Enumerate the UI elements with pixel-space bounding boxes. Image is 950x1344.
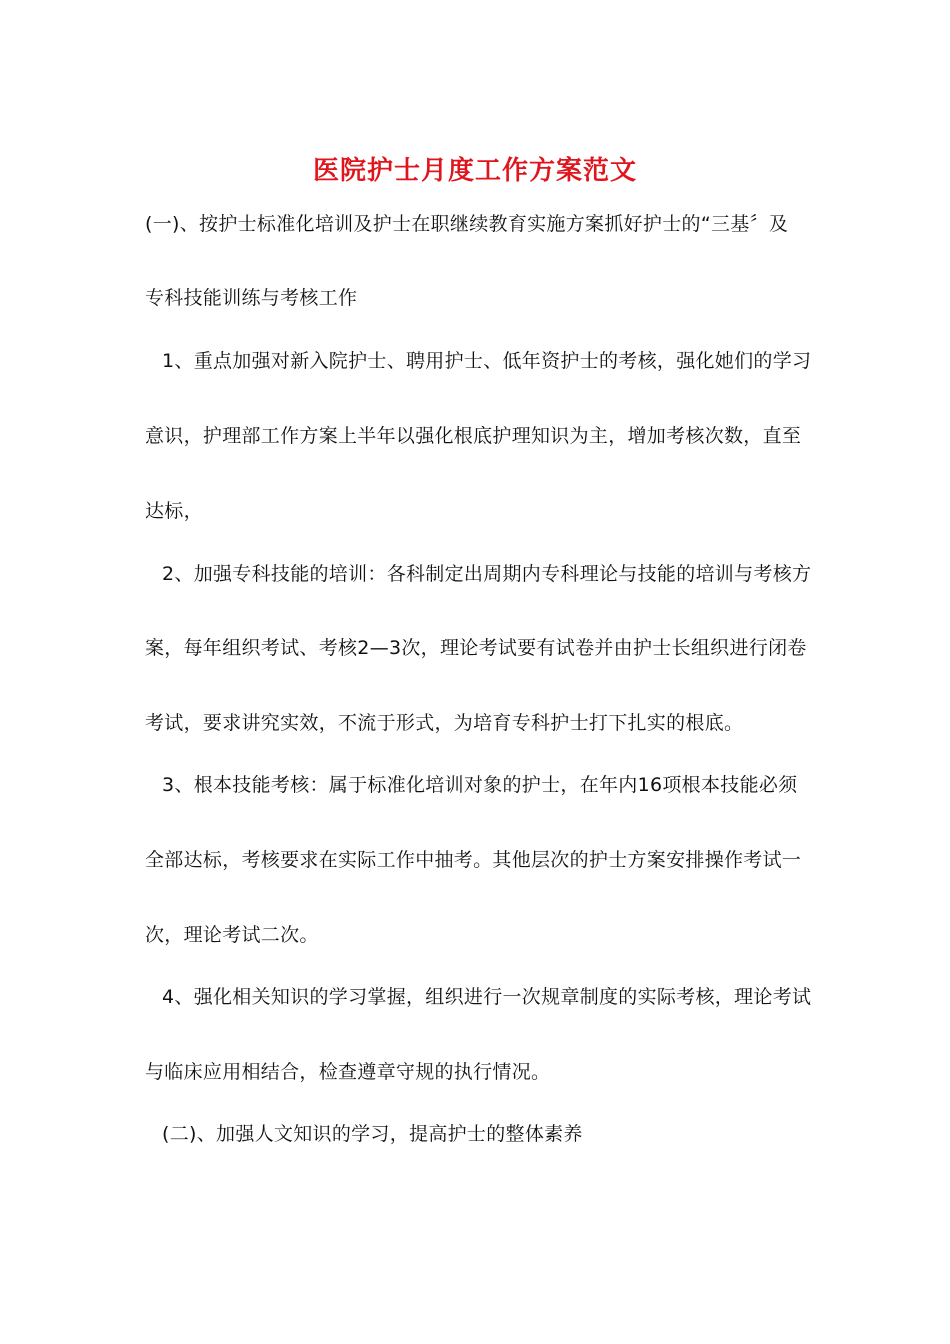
paragraph-3-line-3: 次，理论考试二次。 — [145, 924, 319, 946]
paragraph-3-line-1: 3、根本技能考核：属于标准化培训对象的护士，在年内16项根本技能必须 — [162, 774, 798, 796]
document-title: 医院护士月度工作方案范文 — [312, 156, 637, 186]
paragraph-4-line-1: 4、强化相关知识的学习掌握，组织进行一次规章制度的实际考核，理论考试 — [162, 986, 812, 1008]
paragraph-1-line-2: 意识，护理部工作方案上半年以强化根底护理知识为主，增加考核次数，直至 — [145, 425, 802, 447]
paragraph-4-line-2: 与临床应用相结合，检查遵章守规的执行情况。 — [145, 1061, 551, 1083]
section-heading-1-line-1: (一)、按护士标准化培训及护士在职继续教育实施方案抓好护士的“三基〞及 — [145, 213, 789, 235]
paragraph-2-line-1: 2、加强专科技能的培训：各科制定出周期内专科理论与技能的培训与考核方 — [162, 563, 812, 585]
section-heading-2: (二)、加强人文知识的学习，提高护士的整体素养 — [162, 1123, 583, 1145]
paragraph-1-line-3: 达标， — [145, 500, 203, 522]
paragraph-2-line-2: 案，每年组织考试、考核2—3次，理论考试要有试卷并由护士长组织进行闭卷 — [145, 637, 807, 659]
section-heading-1-line-2: 专科技能训练与考核工作 — [145, 287, 358, 309]
paragraph-3-line-2: 全部达标，考核要求在实际工作中抽考。其他层次的护士方案安排操作考试一 — [145, 849, 802, 871]
paragraph-1-line-1: 1、重点加强对新入院护士、聘用护士、低年资护士的考核，强化她们的学习 — [162, 350, 812, 372]
paragraph-2-line-3: 考试，要求讲究实效，不流于形式，为培育专科护士打下扎实的根底。 — [145, 712, 744, 734]
